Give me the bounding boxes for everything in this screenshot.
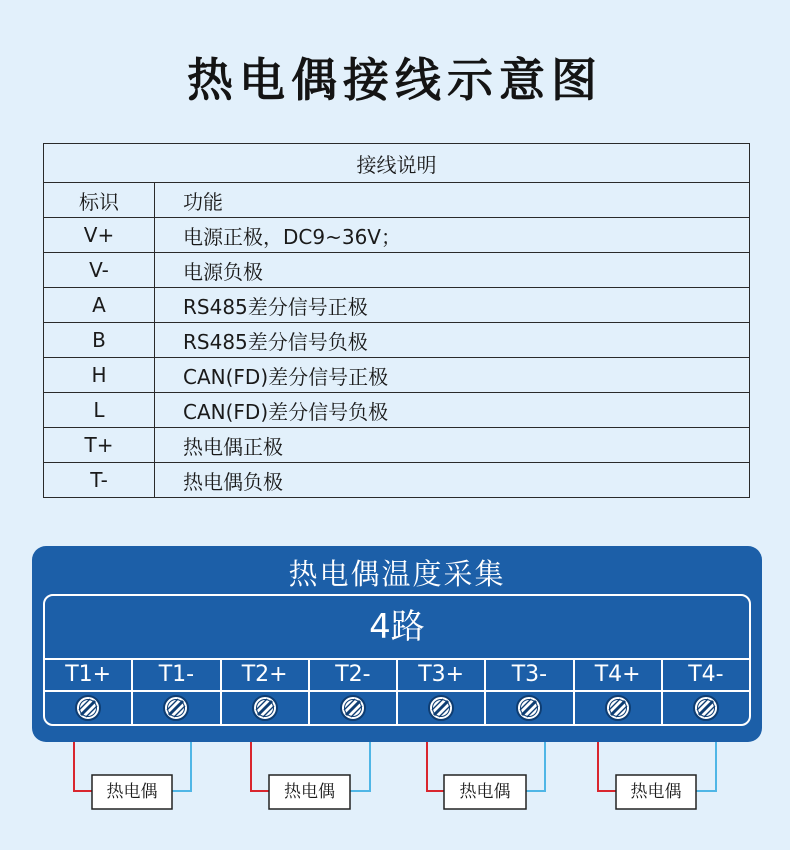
- terminal-label: T4+: [573, 660, 661, 690]
- terminal-block: [43, 594, 751, 726]
- page-title: 热电偶接线示意图: [187, 53, 603, 107]
- terminal-slot: [220, 692, 308, 724]
- thermocouple-label: 热电偶: [630, 782, 682, 802]
- row-function: CAN(FD)差分信号负极: [155, 393, 750, 428]
- terminal-label: T1-: [131, 660, 219, 690]
- thermocouple-label: 热电偶: [459, 782, 511, 802]
- screw-icon: [162, 694, 190, 722]
- wiring-table-header: 接线说明: [44, 144, 750, 183]
- row-mark: T-: [44, 463, 155, 498]
- terminal-label: T2+: [220, 660, 308, 690]
- column-header-mark: 标识: [44, 183, 155, 218]
- channel-count: 4路: [369, 607, 425, 647]
- terminal-slot: [396, 692, 484, 724]
- row-function: 热电偶正极: [155, 428, 750, 463]
- row-mark: B: [44, 323, 155, 358]
- screw-icon: [604, 694, 632, 722]
- row-function: 热电偶负极: [155, 463, 750, 498]
- screw-icon: [251, 694, 279, 722]
- column-header-function: 功能: [155, 183, 750, 218]
- terminal-label: T3+: [396, 660, 484, 690]
- terminal-label: T4-: [661, 660, 749, 690]
- row-function: 电源负极: [155, 253, 750, 288]
- terminal-labels: [45, 658, 749, 692]
- module-title: 热电偶温度采集: [288, 557, 506, 591]
- row-function: 电源正极，DC9~36V；: [155, 218, 750, 253]
- terminal-label: T2-: [308, 660, 396, 690]
- terminal-slot: [308, 692, 396, 724]
- row-mark: V+: [44, 218, 155, 253]
- terminal-screws: [45, 692, 749, 724]
- row-mark: H: [44, 358, 155, 393]
- screw-icon: [692, 694, 720, 722]
- terminal-label: T3-: [484, 660, 572, 690]
- row-function: RS485差分信号正极: [155, 288, 750, 323]
- terminal-slot: [484, 692, 572, 724]
- thermocouple-label: 热电偶: [106, 782, 158, 802]
- terminal-slot: [45, 692, 131, 724]
- terminal-label: T1+: [65, 662, 112, 687]
- thermocouple-label: 热电偶: [284, 782, 335, 802]
- row-mark: T+: [44, 428, 155, 463]
- row-function: RS485差分信号负极: [155, 323, 750, 358]
- terminal-slot: [661, 692, 749, 724]
- row-mark: V-: [44, 253, 155, 288]
- row-mark: L: [44, 393, 155, 428]
- screw-icon: [339, 694, 367, 722]
- terminal-slot: [573, 692, 661, 724]
- row-function: CAN(FD)差分信号正极: [155, 358, 750, 393]
- row-mark: A: [44, 288, 155, 323]
- screw-icon: [74, 694, 102, 722]
- screw-icon: [515, 694, 543, 722]
- terminal-slot: [131, 692, 219, 724]
- module-panel: [32, 546, 762, 742]
- screw-icon: [427, 694, 455, 722]
